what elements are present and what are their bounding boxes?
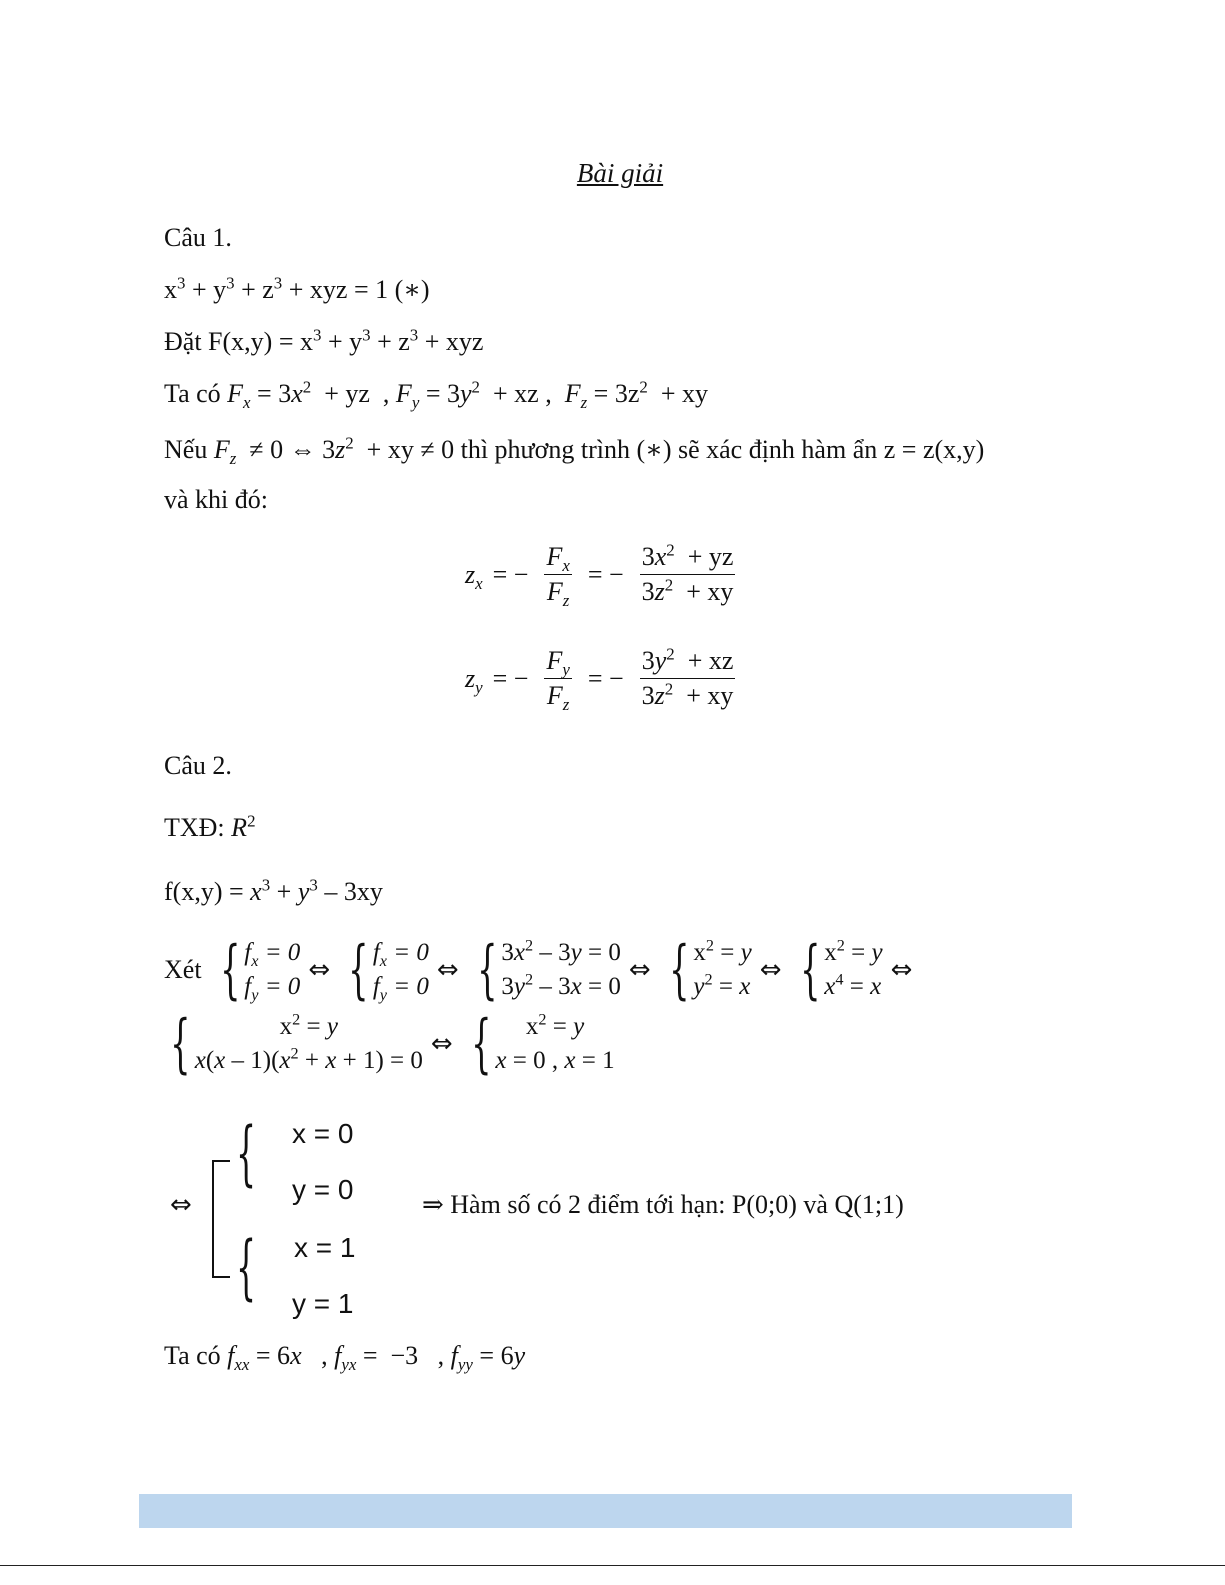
equivalence-arrow: ⇔ (170, 1190, 192, 1220)
partials-line: Ta có $F_x = 3x^2$ + yz , $F_y = 3y^2$ + xz , $F_z = 3z^2$ + xy (164, 377, 708, 413)
case-y0: y = 0 (292, 1174, 354, 1205)
case-y1: y = 1 (292, 1288, 354, 1319)
ta-co-label-2: Ta có (164, 1341, 221, 1370)
question-1-heading: Câu 1. (164, 223, 232, 252)
zy-formula: $z_y$ = − $\frac{F_y}{F_z}$ = − $\frac{3y^2 + xz}{3z^2 + xy}$ (465, 644, 734, 715)
second-derivatives-line: Ta có $f_{xx} = 6x$ , $f_{yx} = -3$ , $f_{yy} = 6y$ (164, 1341, 526, 1375)
equation-star: $x^3 + y^3 + z^3$ + xyz = 1 (∗) (164, 273, 430, 304)
zx-formula: $z_x$ = − $\frac{F_x}{F_z}$ = − $\frac{3x^2 + yz}{3z^2 + xy}$ (465, 540, 734, 611)
brace-top: { (236, 1112, 257, 1194)
case-x1: x = 1 (294, 1232, 356, 1263)
khi-do-line: và khi đó: (164, 485, 268, 514)
outer-bracket (212, 1160, 230, 1278)
critical-points-conclusion: ⇒ Hàm số có 2 điểm tới hạn: P(0;0) và Q(1;1) (422, 1190, 904, 1219)
domain-line: TXĐ: $R^2$ (164, 811, 256, 842)
bottom-rule (0, 1565, 1225, 1566)
xet-label: Xét (164, 954, 202, 984)
system-chain-1: Xét { $f_x = 0$ $f_y = 0$ ⇔ { $f_x = 0$ $f_y = 0$ ⇔ { $3x^2 - 3y = 0$ $3y^2 - 3x = 0$ ⇔ { $x^2 = y$ $y^2 = x$ ⇔ { $x^2 = y$ $x^4 = x$ ⇔ (164, 932, 913, 1007)
case-x0: x = 0 (292, 1118, 354, 1149)
brace-bottom: { (236, 1226, 257, 1308)
function-line: $f(x,y) = x^3 + y^3 - 3xy$ (164, 875, 383, 906)
page-title: Bài giải (576, 158, 664, 188)
system-chain-2: { $x^2 = y$ $x(x - 1)(x^2 + x + 1) = 0$ ⇔ { $x^2 = y$ x = 0 , x = 1 (170, 1006, 615, 1081)
question-2-heading: Câu 2. (164, 751, 232, 780)
footer-bar (139, 1494, 1072, 1528)
define-f-line: Đặt $F(x,y) = x^3 + y^3 + z^3$ + xyz (164, 325, 484, 356)
condition-line: Nếu $F_z \ne 0$ ⇔ $3z^2$ + xy ≠ 0 thì phương trình (∗) sẽ xác định hàm ẩn z = z(x,y) (164, 433, 985, 469)
ta-co-label: Ta có (164, 379, 221, 408)
